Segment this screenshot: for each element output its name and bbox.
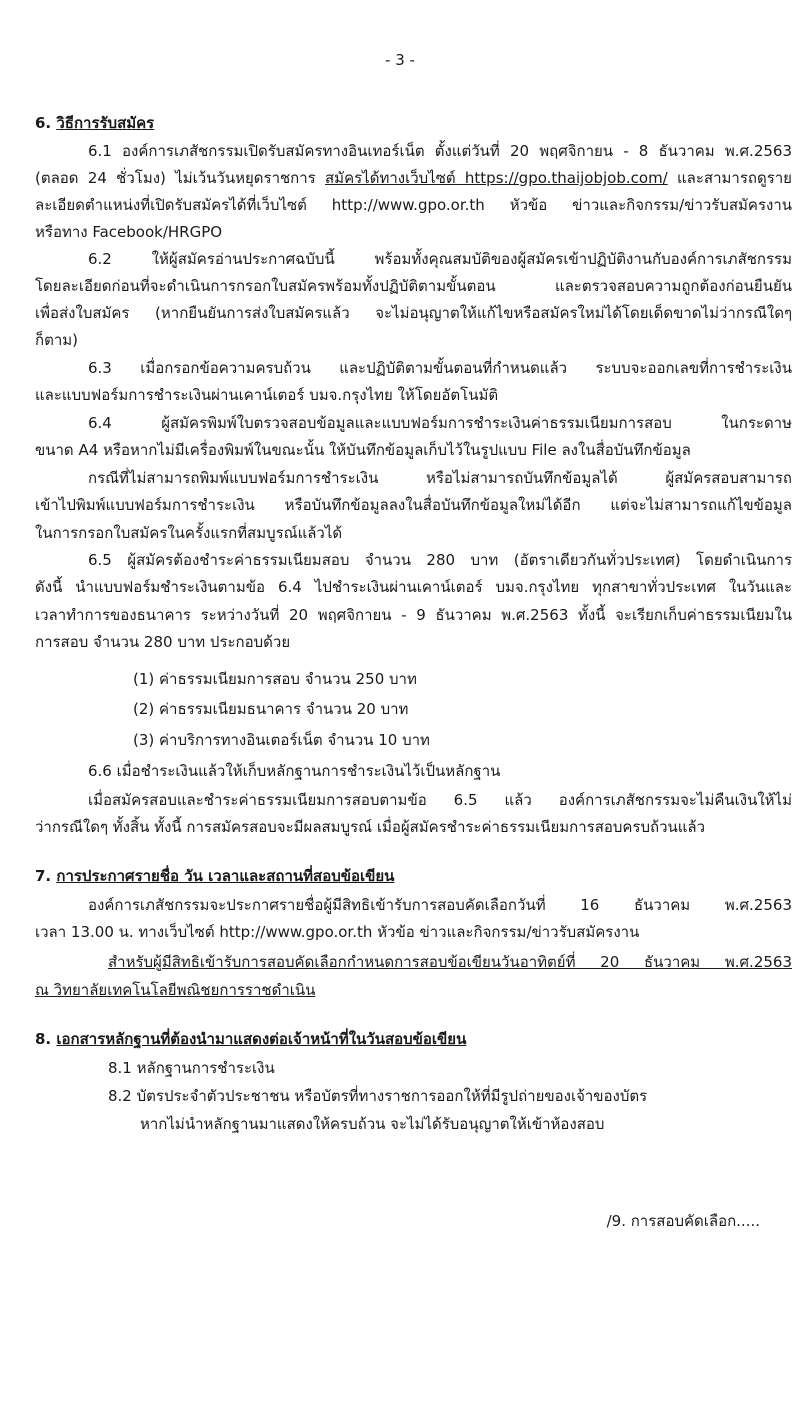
section-number: 7.: [35, 867, 57, 885]
continuation-note: /9. การสอบคัดเลือก.....: [606, 1212, 760, 1230]
section-8-heading: [35, 1029, 792, 1049]
section-6-heading: [35, 113, 792, 133]
paragraph-line: และแบบฟอร์มการชำระเงินผ่านเคาน์เตอร์ บมจ.กรุงไทย ให้โดยอัตโนมัติ: [35, 386, 499, 404]
paragraph-line: หรือทาง Facebook/HRGPO: [35, 223, 223, 241]
document-item: 8.2 บัตรประจำตัวประชาชน หรือบัตรที่ทางราชการออกให้ที่มีรูปถ่ายของเจ้าของบัตร: [108, 1087, 648, 1105]
section-number: 8.: [35, 1030, 57, 1048]
paragraph-line: ว่ากรณีใดๆ ทั้งสิ้น ทั้งนี้ การสมัครสอบจะมีผลสมบูรณ์ เมื่อผู้สมัครชำระค่าธรรมเนียมการสอบครบถ้วนแล้ว: [35, 818, 706, 836]
paragraph-line: โดยละเอียดก่อนที่จะดำเนินการกรอกใบสมัครพร้อมทั้งปฏิบัติตามขั้นตอน และตรวจสอบความถูกต้องก่อนยืนยัน: [35, 277, 792, 295]
paragraph-line: 6.5 ผู้สมัครต้องชำระค่าธรรมเนียมสอบ จำนวน 280 บาท (อัตราเดียวกันทั่วประเทศ) โดยดำเนินการ: [88, 551, 792, 569]
paragraph-line: ขนาด A4 หรือหากไม่มีเครื่องพิมพ์ในขณะนั้น ให้บันทึกข้อมูลเก็บไว้ในรูปแบบ File ลงในสื่อบันทึกข้อมูล: [35, 441, 691, 459]
paragraph-line: เข้าไปพิมพ์แบบฟอร์มการชำระเงิน หรือบันทึกข้อมูลลงในสื่อบันทึกข้อมูลใหม่ได้อีก แต่จะไม่สามารถแก้ไขข้อมูล: [35, 496, 792, 514]
paragraph-line: [35, 168, 792, 188]
page-number: - 3 -: [385, 51, 415, 69]
paragraph-line: องค์การเภสัชกรรมจะประกาศรายชื่อผู้มีสิทธิเข้ารับการสอบคัดเลือกวันที่ 16 ธันวาคม พ.ศ.2563: [88, 896, 792, 914]
fee-item: (1) ค่าธรรมเนียมการสอบ จำนวน 250 บาท: [133, 670, 417, 688]
paragraph-line: 6.6 เมื่อชำระเงินแล้วให้เก็บหลักฐานการชำระเงินไว้เป็นหลักฐาน: [88, 762, 501, 780]
paragraph-line: 6.1 องค์การเภสัชกรรมเปิดรับสมัครทางอินเทอร์เน็ต ตั้งแต่วันที่ 20 พฤศจิกายน - 8 ธันวาคม พ.ศ.2563: [88, 142, 792, 160]
section-title: เอกสารหลักฐานที่ต้องนำมาแสดงต่อเจ้าหน้าที่ในวันสอบข้อเขียน: [56, 1030, 467, 1048]
exam-venue: ณ วิทยาลัยเทคโนโลยีพณิชยการราชดำเนิน: [35, 981, 316, 999]
paragraph-line: เพื่อส่งใบสมัคร (หากยืนยันการส่งใบสมัครแล้ว จะไม่อนุญาตให้แก้ไขหรือสมัครใหม่ได้โดยเด็ดขาดไม่ว่ากรณีใดๆ: [35, 304, 792, 322]
fee-item: (2) ค่าธรรมเนียมธนาคาร จำนวน 20 บาท: [133, 700, 409, 718]
paragraph-line: 6.3 เมื่อกรอกข้อความครบถ้วน และปฏิบัติตามขั้นตอนที่กำหนดแล้ว ระบบจะออกเลขที่การชำระเงิน: [88, 359, 792, 377]
paragraph-line: ละเอียดตำแหน่งที่เปิดรับสมัครได้ที่เว็บไซต์ http://www.gpo.or.th หัวข้อ ข่าวและกิจกรรม/ข่าวรับสมัครงาน: [35, 196, 792, 214]
text: (ตลอด 24 ชั่วโมง) ไม่เว้นวันหยุดราชการ: [35, 169, 326, 187]
text: และสามารถดูราย: [667, 169, 792, 187]
fee-item: (3) ค่าบริการทางอินเตอร์เน็ต จำนวน 10 บาท: [133, 731, 430, 749]
document-item: 8.1 หลักฐานการชำระเงิน: [108, 1059, 275, 1077]
paragraph-line: เมื่อสมัครสอบและชำระค่าธรรมเนียมการสอบตามข้อ 6.5 แล้ว องค์การเภสัชกรรมจะไม่คืนเงินให้ไม่: [88, 791, 792, 809]
paragraph-line: เวลา 13.00 น. ทางเว็บไซต์ http://www.gpo.or.th หัวข้อ ข่าวและกิจกรรม/ข่าวรับสมัครงาน: [35, 923, 640, 941]
apply-website-link[interactable]: สมัครได้ทางเว็บไซต์ https://gpo.thaijobjob.com/: [325, 169, 668, 187]
paragraph-line: เวลาทำการของธนาคาร ระหว่างวันที่ 20 พฤศจิกายน - 9 ธันวาคม พ.ศ.2563 ทั้งนี้ จะเรียกเก็บค่าธรรมเนียมใน: [35, 606, 792, 624]
paragraph-line: ในการกรอกใบสมัครในครั้งแรกที่สมบูรณ์แล้วได้: [35, 524, 343, 542]
section-number: 6.: [35, 114, 57, 132]
paragraph-line: ดังนี้ นำแบบฟอร์มชำระเงินตามข้อ 6.4 ไปชำระเงินผ่านเคาน์เตอร์ บมจ.กรุงไทย ทุกสาขาทั่วประเทศ ในวันและ: [35, 578, 792, 596]
paragraph-line: กรณีที่ไม่สามารถพิมพ์แบบฟอร์มการชำระเงิน หรือไม่สามารถบันทึกข้อมูลได้ ผู้สมัครสอบสามารถ: [88, 469, 792, 487]
section-title: การประกาศรายชื่อ วัน เวลาและสถานที่สอบข้อเขียน: [56, 867, 395, 885]
paragraph-line: 6.4 ผู้สมัครพิมพ์ใบตรวจสอบข้อมูลและแบบฟอร์มการชำระเงินค่าธรรมเนียมการสอบ ในกระดาษ: [88, 414, 792, 432]
exam-date-notice: สำหรับผู้มีสิทธิเข้ารับการสอบคัดเลือกกำหนดการสอบข้อเขียนวันอาทิตย์ที่ 20 ธันวาคม พ.ศ.2563: [108, 953, 792, 971]
paragraph-line: ก็ตาม): [35, 331, 78, 349]
paragraph-line: การสอบ จำนวน 280 บาท ประกอบด้วย: [35, 633, 291, 651]
paragraph-line: หากไม่นำหลักฐานมาแสดงให้ครบถ้วน จะไม่ได้รับอนุญาตให้เข้าห้องสอบ: [140, 1115, 605, 1133]
paragraph-line: 6.2 ให้ผู้สมัครอ่านประกาศฉบับนี้ พร้อมทั้งคุณสมบัติของผู้สมัครเข้าปฏิบัติงานกับองค์การเภสัชกรรม: [88, 250, 792, 268]
section-7-heading: [35, 866, 792, 886]
section-title: วิธีการรับสมัคร: [56, 114, 155, 132]
